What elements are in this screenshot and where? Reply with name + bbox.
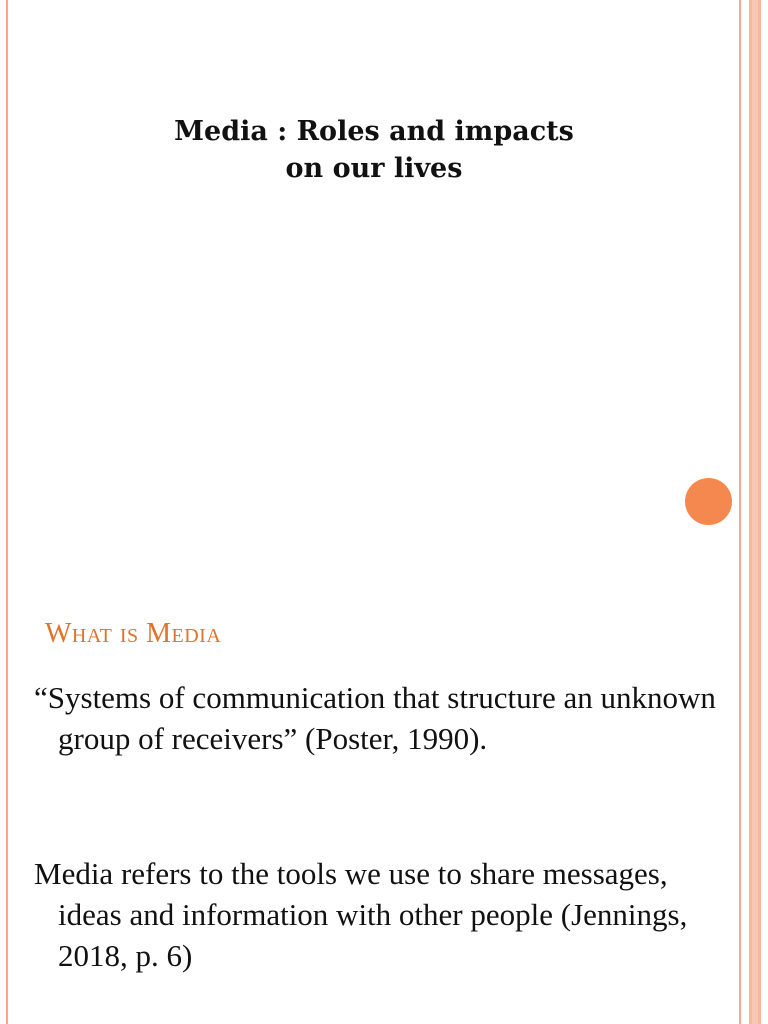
definition-paragraph-2: Media refers to the tools we use to share messages, ideas and information with other people (Jennings, 2018, p. 6) <box>34 856 688 973</box>
definition-paragraph-1: “Systems of communication that structure an unknown group of receivers” (Poster, 1990). <box>34 680 716 756</box>
slide-title-line2: on our lives <box>285 153 463 184</box>
slide-title-line1: Media : Roles and impacts <box>174 116 574 147</box>
slide-title <box>100 113 648 187</box>
decorative-dot <box>685 478 732 525</box>
section-heading: What is Media <box>45 618 222 649</box>
right-border-thin <box>739 0 741 1024</box>
right-border-wide-inner <box>752 0 758 1024</box>
left-border <box>6 0 8 1024</box>
